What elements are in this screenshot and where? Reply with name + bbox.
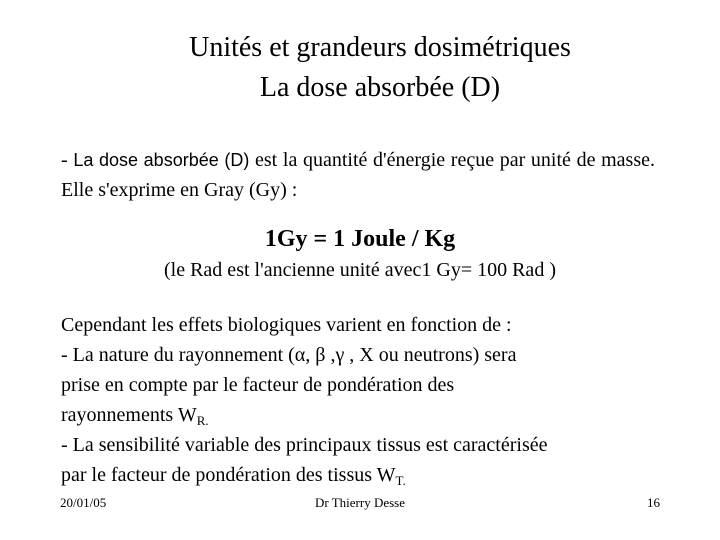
body-line-5: - La sensibilité variable des principaux tissus est caractérisée bbox=[61, 434, 548, 456]
body-line-3: prise en compte par le facteur de pondération des bbox=[61, 374, 455, 396]
rad-note: (le Rad est l'ancienne unité avec1 Gy= 100 Rad ) bbox=[164, 259, 556, 281]
definition-paragraph bbox=[61, 145, 655, 205]
body-line-1: Cependant les effets biologiques varient en fonction de : bbox=[61, 314, 512, 336]
footer-date: 20/01/05 bbox=[60, 495, 107, 510]
definition-term: La dose absorbée (D) bbox=[73, 150, 250, 170]
definition-text: est la quantité d'énergie reçue par unité de masse. Elle s'exprime en Gray (Gy) : bbox=[61, 149, 655, 201]
body-line-4 bbox=[61, 400, 661, 430]
body-line-6-text: par le facteur de pondération des tissus W bbox=[61, 464, 396, 486]
title-line-2: La dose absorbée (D) bbox=[259, 72, 501, 103]
slide-title bbox=[0, 28, 720, 108]
body-line-6 bbox=[61, 460, 661, 490]
title-line-1: Unités et grandeurs dosimétriques bbox=[189, 32, 571, 63]
footer-author: Dr Thierry Desse bbox=[314, 495, 405, 510]
body-text bbox=[61, 310, 661, 490]
formula: 1Gy = 1 Joule / Kg bbox=[264, 226, 456, 252]
body-line-4-text: rayonnements W bbox=[61, 404, 197, 426]
body-line-2: - La nature du rayonnement (α, β ,γ , X ou neutrons) sera bbox=[61, 344, 517, 366]
definition-prefix: - bbox=[61, 149, 74, 171]
wt-subscript: T. bbox=[395, 473, 406, 488]
wr-subscript: R. bbox=[196, 413, 209, 428]
footer-page-number: 16 bbox=[647, 495, 660, 510]
